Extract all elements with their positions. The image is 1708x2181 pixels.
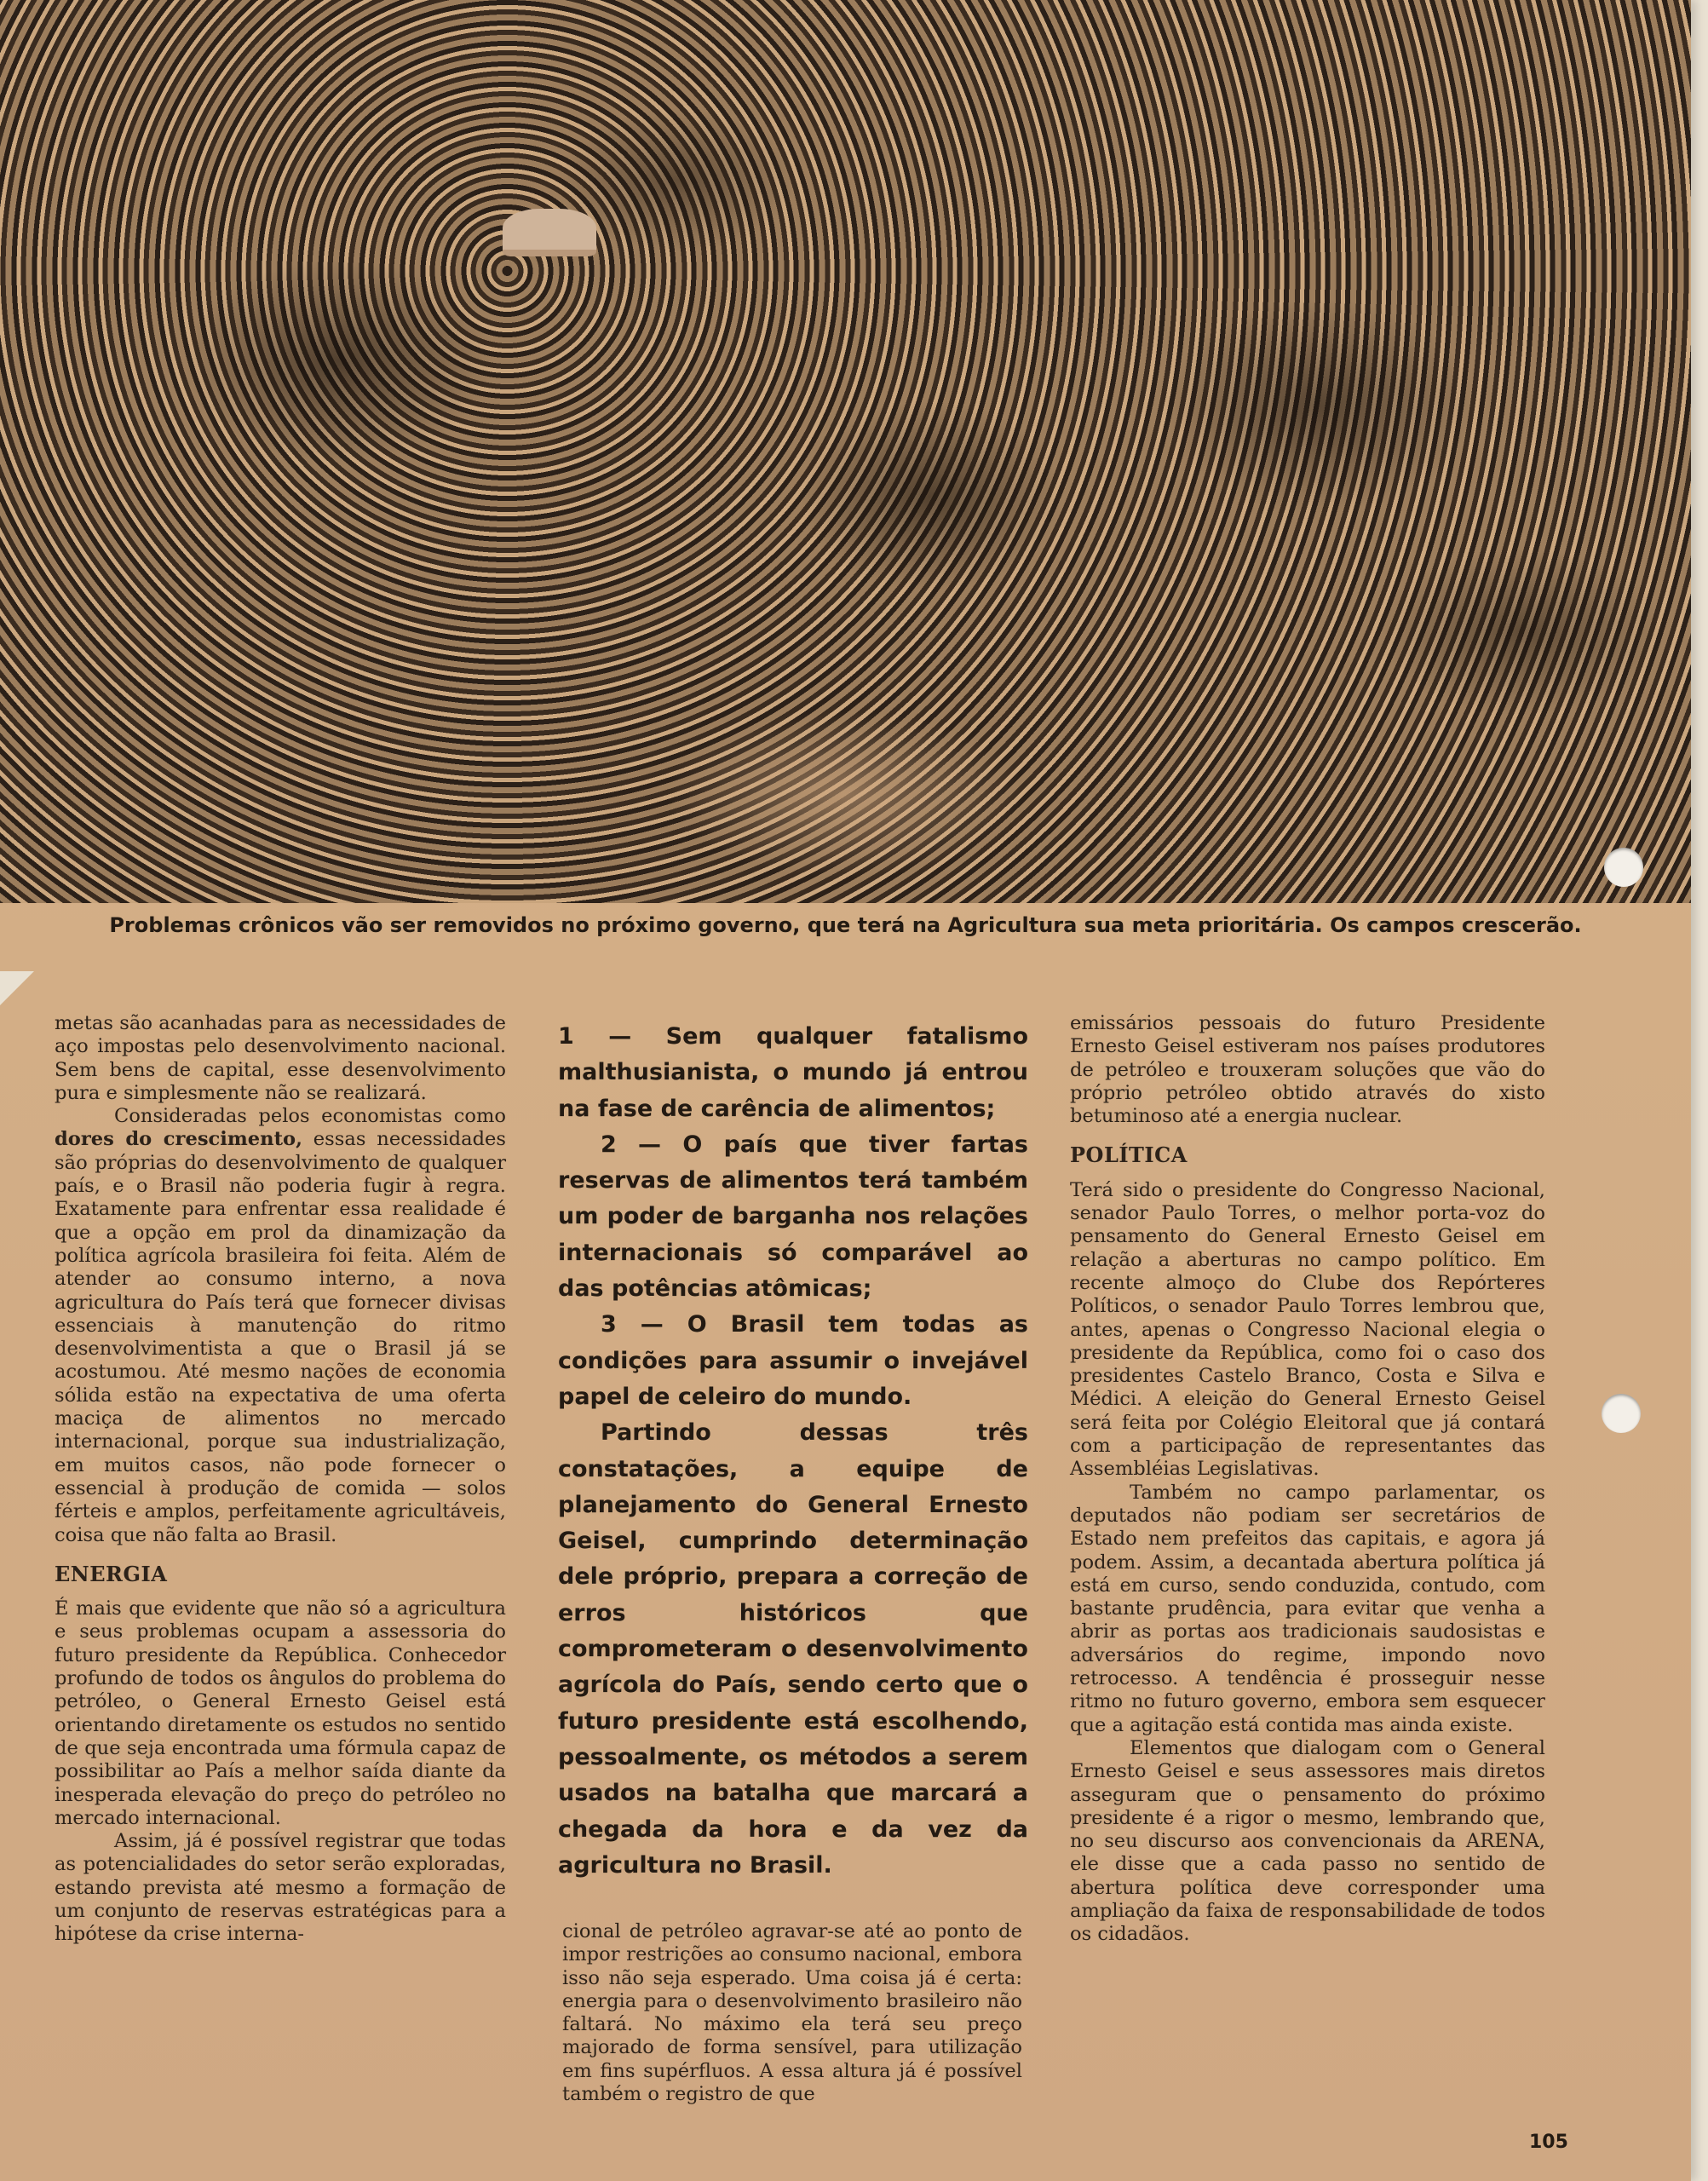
bold-term: dores do crescimento, bbox=[55, 1128, 302, 1151]
torn-corner bbox=[0, 971, 34, 1005]
point-1: 1 — Sem qualquer fatalismo malthusianista, o mundo já entrou na fase de carência de alimentos; bbox=[558, 1023, 1028, 1122]
point-2: 2 — O país que tiver fartas reservas de alimentos terá também um poder de barganha nos relações internacionais só comparável ao das potências atômicas; bbox=[558, 1131, 1028, 1303]
column-middle-bottom bbox=[562, 1920, 1022, 2106]
paragraph: Elementos que dialogam com o General Ernesto Geisel e seus assessores mais diretos asseguram que o pensamento do próximo presidente é a rigor o mesmo, lembrando que, no seu discurso aos convencionais da ARENA, ele disse que a cada passo no sentido de abertura política deve corresponder uma ampliação da faixa de responsabilidade de todos os cidadãos. bbox=[1070, 1736, 1545, 1946]
paragraph: emissários pessoais do futuro Presidente Ernesto Geisel estiveram nos países produtores de petróleo e trouxeram soluções que vão do próprio petróleo obtido através do xisto betuminoso até a energia nuclear. bbox=[1070, 1012, 1545, 1128]
conclusion: Partindo dessas três constatações, a equipe de planejamento do General Ernesto Geisel, cumprindo determinação dele próprio, prepara a correção de erros históricos que comprometeram o desenvolvimento agrícola do País, sendo certo que o futuro presidente está escolhendo, pessoalmente, os métodos a serem usados na batalha que marcará a chegada da hora e da vez da agricultura no Brasil. bbox=[558, 1419, 1028, 1879]
paragraph: Assim, já é possível registrar que todas as potencialidades do setor serão exploradas, estando prevista até mesmo a formação de um conjunto de reservas estratégicas para a hipótese da crise interna- bbox=[55, 1830, 506, 1946]
text-span: Consideradas pelos economistas como bbox=[114, 1105, 506, 1128]
paragraph bbox=[55, 1105, 506, 1547]
column-left bbox=[55, 1012, 506, 1947]
highlight-box bbox=[558, 1019, 1028, 1884]
paragraph: Também no campo parlamentar, os deputados não podiam ser secretários de Estado nem prefeitos das capitais, e agora já podem. Assim, a decantada abertura política já está em curso, sendo conduzida, contudo, com bastante prudência, para evitar que venha a abrir as portas aos tradicionais saudosistas e adversários do regime, impondo novo retrocesso. A tendência é prosseguir nesse ritmo no futuro governo, embora sem esquecer que a agitação está contida mas ainda existe. bbox=[1070, 1481, 1545, 1736]
photo-caption: Problemas crônicos vão ser removidos no próximo governo, que terá na Agricultura sua meta prioritária. Os campos crescerão. bbox=[109, 913, 1582, 937]
section-heading-politica: POLÍTICA bbox=[1070, 1142, 1188, 1168]
paragraph: Terá sido o presidente do Congresso Nacional, senador Paulo Torres, o melhor porta-voz do pensamento do General Ernesto Geisel em relação a aberturas no campo político. Em recente almoço do Clube dos Repórteres Políticos, o senador Paulo Torres lembrou que, antes, apenas o Congresso Nacional elegia o presidente da República, como foi o caso dos presidentes Castelo Branco, Costa e Silva e Médici. A eleição do General Ernesto Geisel será feita por Colégio Eleitoral que já contará com a participação de representantes das Assembléias Legislativas. bbox=[1070, 1178, 1545, 1481]
farmer-hat bbox=[503, 209, 596, 256]
binder-hole-top bbox=[1604, 848, 1643, 887]
binder-hole-middle bbox=[1602, 1394, 1641, 1433]
column-right bbox=[1070, 1012, 1545, 1947]
paragraph: metas são acanhadas para as necessidades de aço impostas pelo desenvolvimento nacional. Sem bens de capital, esse desenvolvimento pura e simplesmente não se realizará. bbox=[55, 1012, 506, 1104]
point-3: 3 — O Brasil tem todas as condições para assumir o invejável papel de celeiro do mundo. bbox=[558, 1311, 1028, 1410]
text-span: essas necessidades são próprias do desenvolvimento de qualquer país, e o Brasil não poderia fugir à regra. Exatamente para enfrentar essa realidade é que a opção em prol da dinamização da política agrícola brasileira foi feita. Além de atender ao consumo interno, a nova agricultura do País terá que fornecer divisas essenciais à manutenção do ritmo desenvolvimentista a que o Brasil já se acostumou. Até mesmo nações de economia sólida estão na expectativa de uma oferta maciça de alimentos no mercado internacional, porque sua industrialização, em muitos casos, não pode fornecer o essencial à produção de comida — solos férteis e amplos, perfeitamente agricultáveis, coisa que não falta ao Brasil. bbox=[55, 1128, 506, 1546]
paragraph: cional de petróleo agravar-se até ao ponto de impor restrições ao consumo nacional, embora isso não seja esperado. Uma coisa já é certa: energia para o desenvolvimento brasileiro não faltará. No máximo ela terá seu preço majorado de forma sensível, para utilização em fins supérfluos. A essa altura já é possível também o registro de que bbox=[562, 1920, 1022, 2106]
section-heading-energia: ENERGIA bbox=[55, 1561, 168, 1586]
cotton-field-photo bbox=[0, 0, 1691, 903]
page-number: 105 bbox=[1529, 2132, 1568, 2153]
paragraph: É mais que evidente que não só a agricultura e seus problemas ocupam a assessoria do futuro presidente da República. Conhecedor profundo de todos os ângulos do problema do petróleo, o General Ernesto Geisel está orientando diretamente os estudos no sentido de que seja encontrada uma fórmula capaz de possibilitar ao País a melhor saída diante da inesperada elevação do preço do petróleo no mercado internacional. bbox=[55, 1597, 506, 1829]
